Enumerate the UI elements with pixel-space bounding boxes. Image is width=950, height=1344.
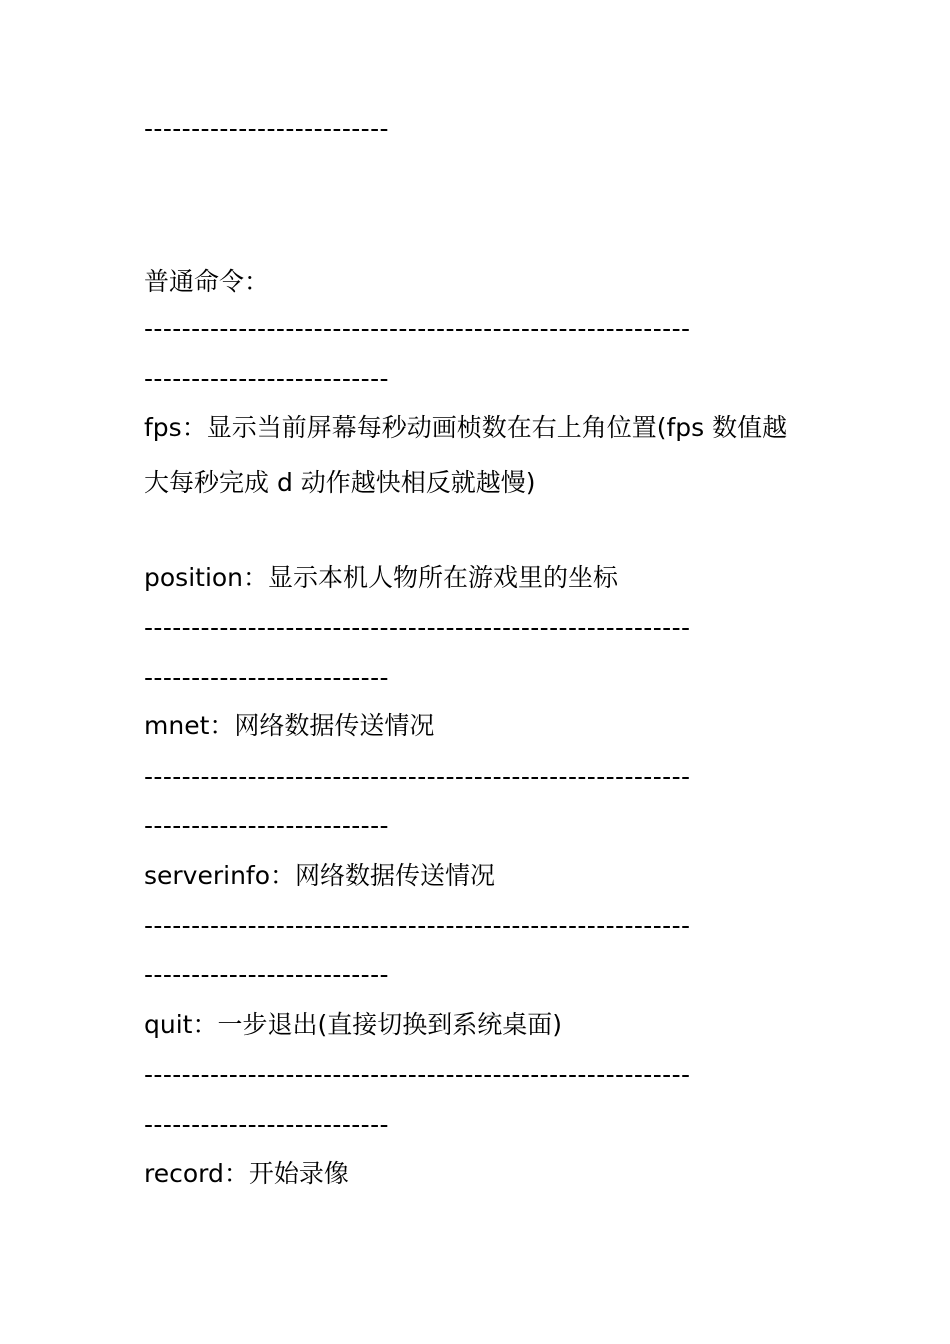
separator-line: -------------------------- [144,663,389,692]
command-description: record：开始录像 [144,1159,349,1188]
command-description: serverinfo：网络数据传送情况 [144,861,496,890]
separator-line: ---------------------------------------------------------- [144,1060,691,1089]
separator-line: -------------------------- [144,960,389,989]
separator-line: -------------------------- [144,364,389,393]
command-description: quit：一步退出(直接切换到系统桌面) [144,1010,562,1039]
separator-line: -------------------------- [144,1110,389,1139]
command-description: fps：显示当前屏幕每秒动画桢数在右上角位置(fps 数值越 [144,413,788,442]
separator-line: -------------------------- [144,811,389,840]
command-description: mnet：网络数据传送情况 [144,711,435,740]
separator-line: ---------------------------------------------------------- [144,762,691,791]
section-heading: 普通命令： [144,267,270,296]
separator-line: -------------------------- [144,114,389,143]
separator-line: ---------------------------------------------------------- [144,613,691,642]
command-description: position：显示本机人物所在游戏里的坐标 [144,563,619,592]
separator-line: ---------------------------------------------------------- [144,911,691,940]
command-description-continued: 大每秒完成 d 动作越快相反就越慢) [144,468,536,497]
separator-line: ---------------------------------------------------------- [144,314,691,343]
